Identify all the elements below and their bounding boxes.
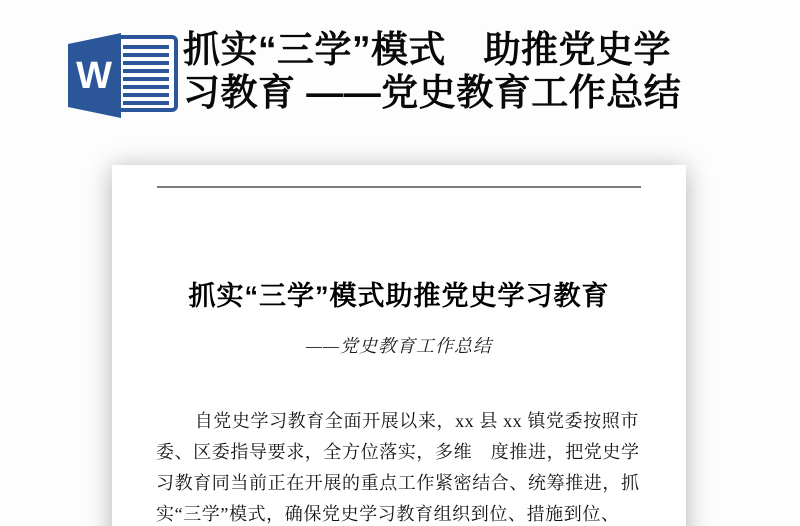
document-subtitle: ——党史教育工作总结	[305, 336, 492, 356]
body-line: 自党史学习教育全面开展以来，xx 县 xx 镇党委按照市	[194, 411, 639, 431]
body-line: 实“三学”模式，确保党史学习教育组织到位、措施到位、	[156, 504, 620, 524]
document-page	[112, 165, 686, 526]
document-title: 抓实“三学”模式助推党史学习教育	[188, 281, 610, 311]
header-rule	[157, 186, 641, 188]
page-title-line1: 抓实“三学”模式 助推党史学	[183, 29, 671, 70]
body-line: 习教育同当前正在开展的重点工作紧密结合、统筹推进，抓	[156, 473, 640, 493]
page-title-line2: 习教育 ——党史教育工作总结	[183, 72, 682, 113]
word-icon	[64, 27, 182, 120]
document-body	[156, 406, 642, 526]
page-title	[183, 27, 681, 114]
body-line: 委、区委指导要求，全方位落实，多维 度推进，把党史学	[156, 442, 640, 462]
word-icon-letter: W	[76, 55, 112, 97]
preview-header	[64, 27, 681, 120]
